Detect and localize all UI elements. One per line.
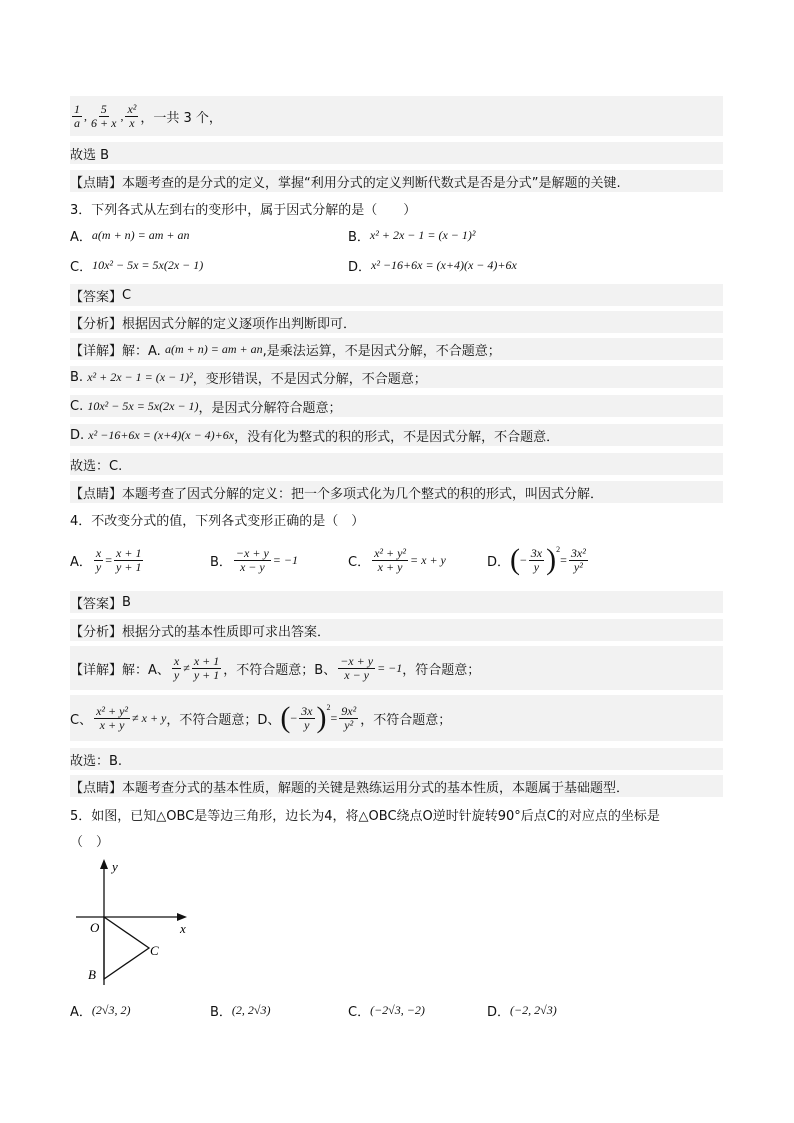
q4-option-a: A． $\frac{x}{y}$ = $\frac{x + 1}{y + 1}$ [70,545,142,574]
fraction: $\frac{\text{x²}}{x}$ [127,101,137,130]
q3-option-b: B． x² + 2x − 1 = (x − 1)² [348,228,476,245]
q5-option-a: A． (2√3, 2) [70,1003,131,1020]
q3-option-c: C． 10x² − 5x = 5x(2x − 1) [70,258,204,275]
q3-detail-a: 【详解】 解：A. a(m + n) = am + an ,是乘法运算，不是因式分解，不合题意； [70,338,723,360]
separator: , [84,108,87,123]
q5-stem: 5．如图，已知△OBC是等边三角形，边长为4，将△OBC绕点O逆时针旋转90°后点C的对应点的坐标是 [70,808,660,824]
q3-stem: 3．下列各式从左到右的变形中，属于因式分解的是（ ） [70,202,417,218]
point-b-label: B [88,967,96,982]
q4-option-d: D． ( − $\frac{3x}{y}$ ) 2 = $\frac{\text{3x²}}{\text{y²}}$ [487,543,586,576]
q5-option-d: D． (−2, 2√3) [487,1003,557,1020]
q4-detail-1: 【详解】 解：A、 $\frac{x}{y}$ ≠ $\frac{x + 1}{y + 1}$ ，不符合题意；B、 $\frac{-x + y}{x - y}$ = −1 ，符合题意； [70,646,723,690]
y-axis-label: y [112,859,118,874]
q4-option-b: B． $\frac{-x + y}{x - y}$ = −1 [210,545,298,574]
point-o-label: O [90,920,100,935]
q3-answer: 【答案】 C [70,284,723,306]
point-c-label: C [150,943,159,958]
q3-choose: 故选：C. [70,453,723,475]
fraction: $\frac{1}{a}$ [74,101,80,130]
q4-choose: 故选：B. [70,748,723,770]
triangle-obc [104,917,149,979]
q4-answer: 【答案】 B [70,591,723,613]
q2-fraction-list [70,96,723,136]
x-axis-arrow-icon [177,913,187,921]
q4-comment: 【点睛】 本题考查分式的基本性质，解题的关键是熟练运用分式的基本性质，本题属于基础题型． [70,775,723,797]
q4-detail-2: C、 $\frac{\text{x² + y²}}{x + y}$ ≠ x + y ，不符合题意；D、 ( − $\frac{3x}{y}$ ) 2 = $\frac{\text{9x²}}{\text{y²}}$ ，不符合题意； [70,695,723,741]
q4-option-c: C． $\frac{\text{x² + y²}}{x + y}$ = x + y [348,545,446,574]
q3-analysis: 【分析】 根据因式分解的定义逐项作出判断即可． [70,311,723,333]
q3-option-a: A． a(m + n) = am + an [70,228,190,245]
comment-tag: 【点睛】 [70,175,123,191]
q3-detail-d: D. x² −16+6x = (x+4)(x − 4)+6x ，没有化为整式的积的形式，不是因式分解，不合题意． [70,424,723,446]
q4-stem: 4．不改变分式的值，下列各式变形正确的是（ ） [70,513,365,529]
q3-detail-b: B. x² + 2x − 1 = (x − 1)² ，变形错误，不是因式分解，不合题意； [70,366,723,388]
y-axis-arrow-icon [100,859,108,869]
count-text: ，一共 3 个， [140,110,222,126]
fraction: $\frac{5}{6 + x}$ [91,101,117,130]
q5-option-b: B． (2, 2√3) [210,1003,271,1020]
q3-comment: 【点睛】 本题考查了因式分解的定义：把一个多项式化为几个整式的积的形式，叫因式分解． [70,481,723,503]
comment-text: 本题考查的是分式的定义，掌握“利用分式的定义判断代数式是否是分式”是解题的关键. [122,175,621,191]
q5-option-c: C． (−2√3, −2) [348,1003,425,1020]
q2-choose: 故选 B [70,142,723,164]
separator: , [120,108,124,123]
q5-figure [70,855,200,990]
q2-comment [70,170,723,192]
x-axis-label: x [180,921,186,936]
q4-analysis: 【分析】 根据分式的基本性质即可求出答案． [70,619,723,641]
q3-detail-c: C. 10x² − 5x = 5x(2x − 1) ，是因式分解符合题意； [70,395,723,417]
q5-stem-paren: （ ） [70,834,110,850]
q3-option-d: D． x² −16+6x = (x+4)(x − 4)+6x [348,258,517,275]
